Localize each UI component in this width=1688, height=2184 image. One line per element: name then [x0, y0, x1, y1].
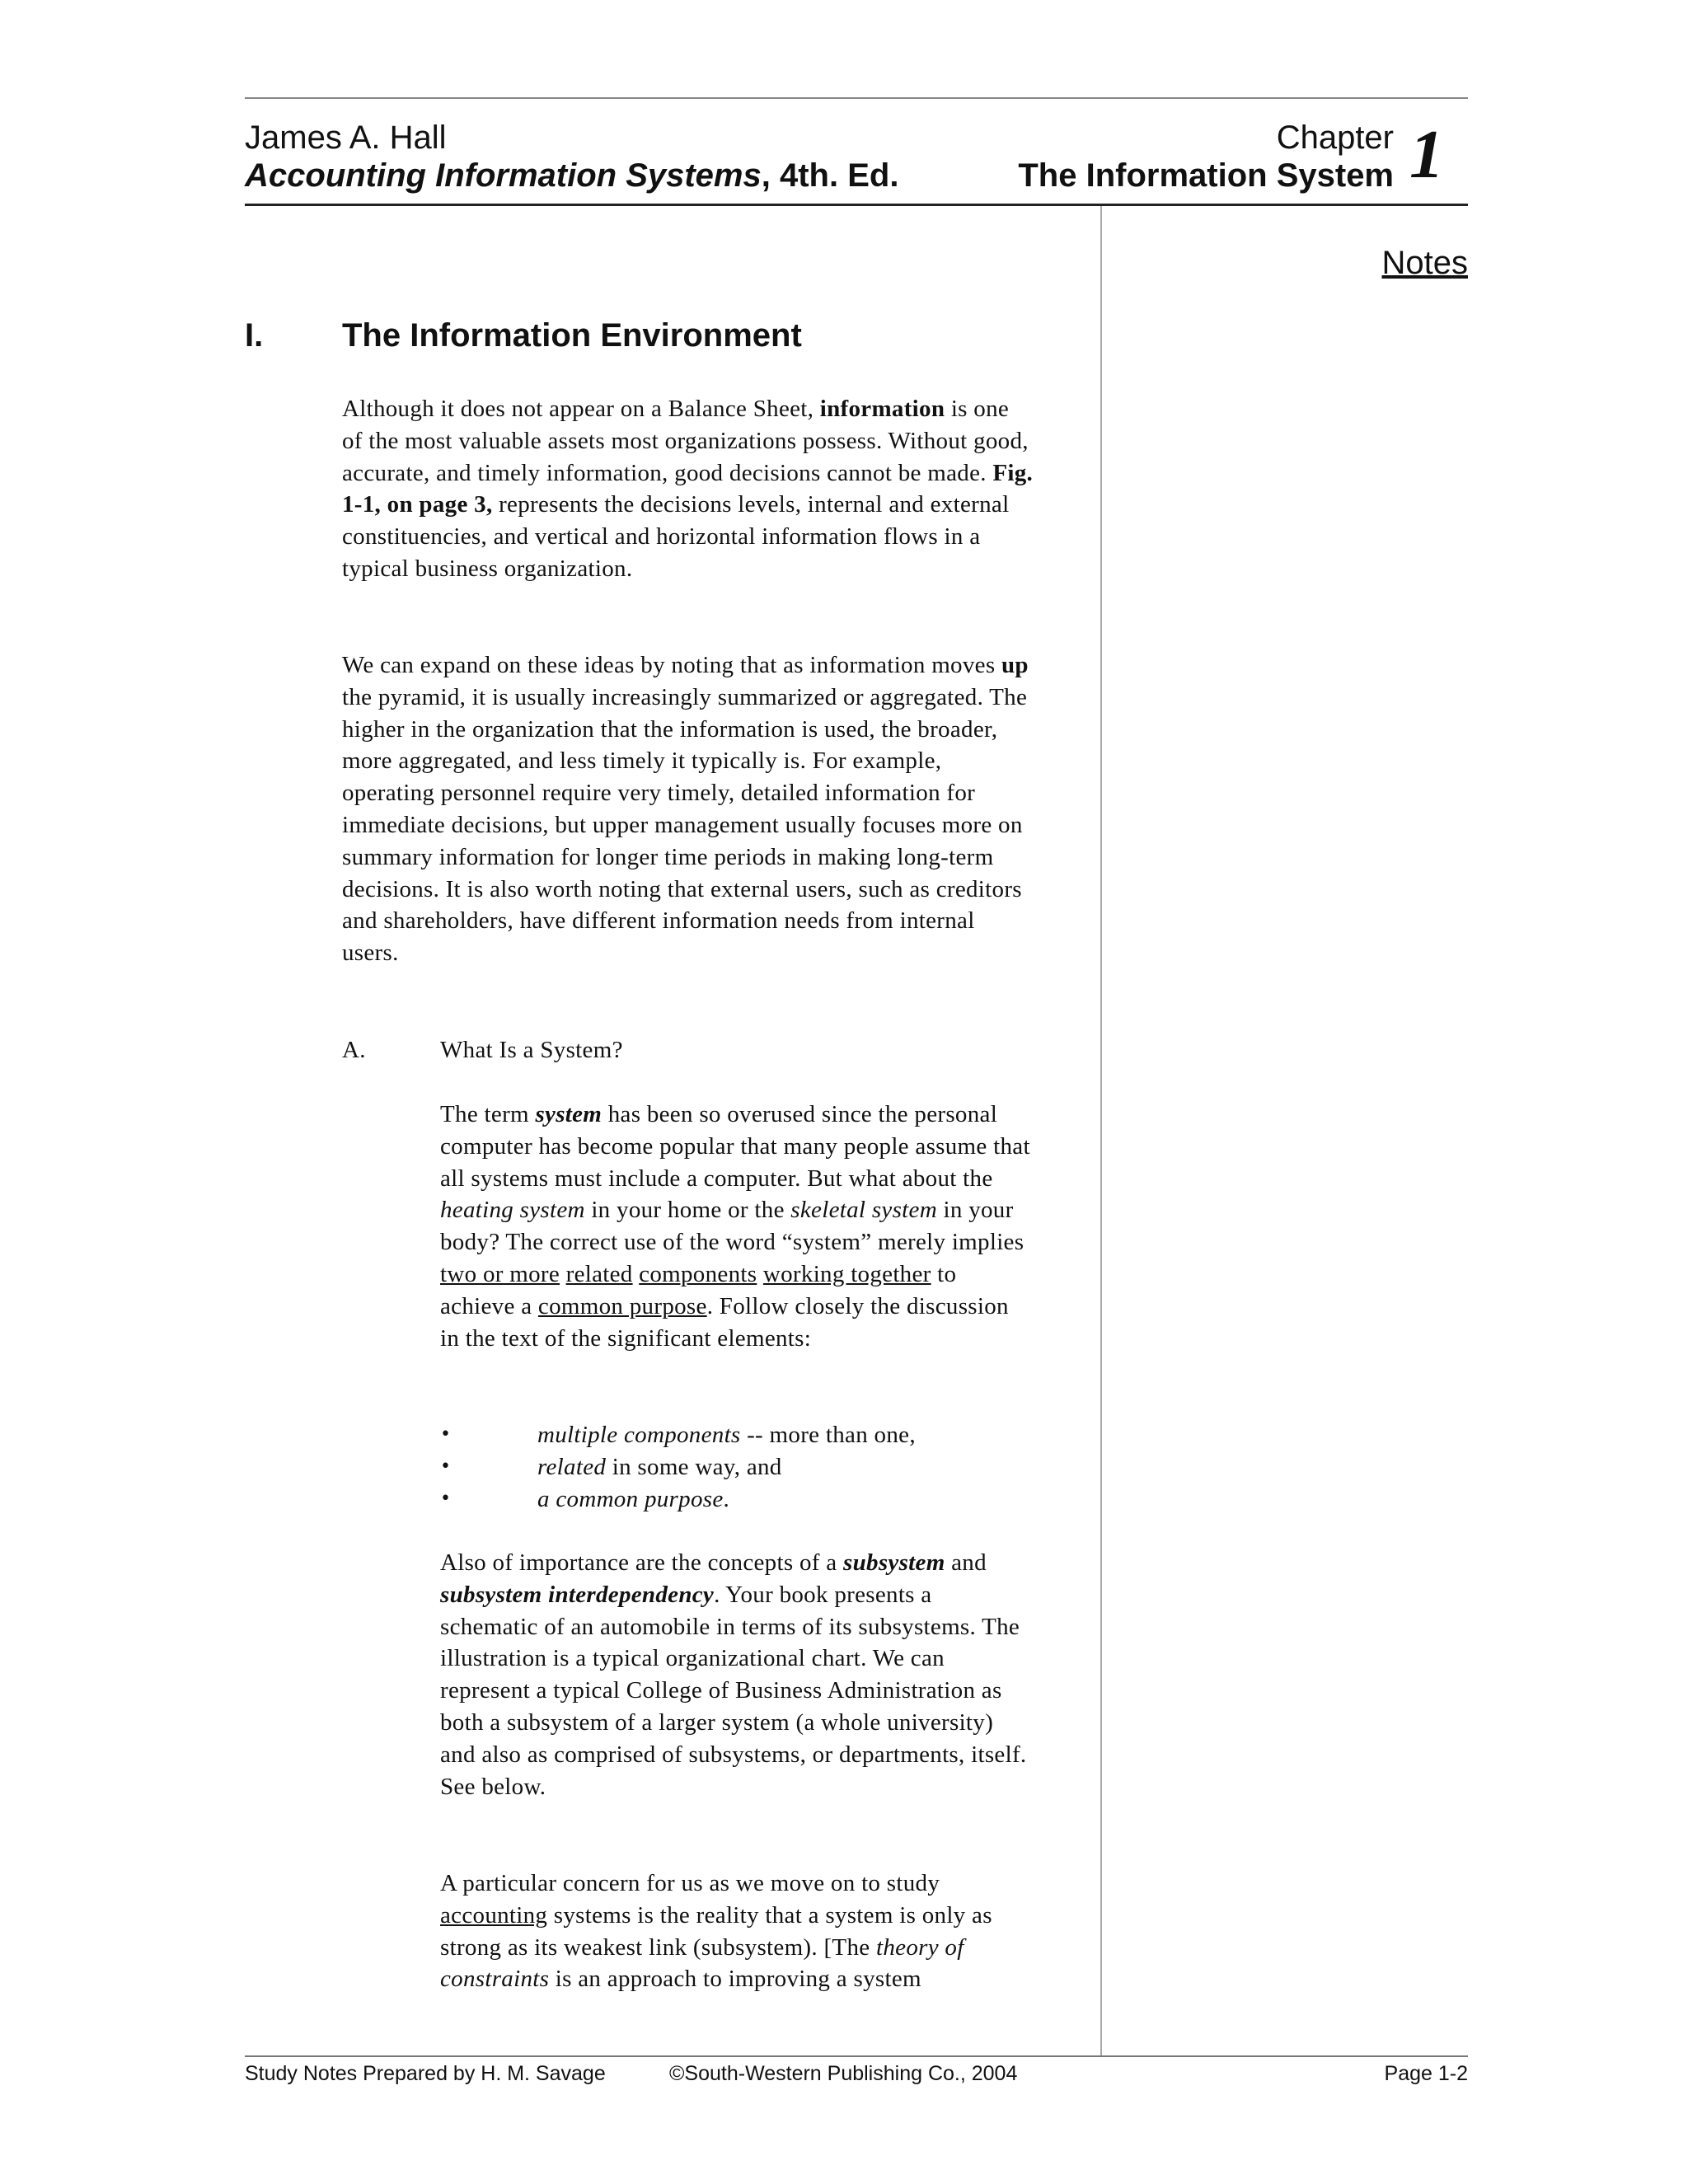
- paragraph-system-definition: [440, 1099, 1034, 1354]
- underlined-related: related: [565, 1260, 633, 1287]
- list-item-rest: in some way, and: [606, 1453, 782, 1480]
- bullet-icon: •: [440, 1455, 452, 1477]
- list-item-text: [537, 1483, 729, 1516]
- figure-reference: Fig. 1-1, on page 3,: [342, 459, 1034, 518]
- section-numeral: I.: [245, 317, 264, 354]
- underlined-accounting: accounting: [440, 1901, 548, 1929]
- underlined-common-purpose: common purpose: [537, 1292, 707, 1319]
- book-title-edition: , 4th. Ed.: [761, 157, 899, 194]
- chapter-label: Chapter: [1276, 120, 1394, 156]
- subsection-title: What Is a System?: [440, 1037, 623, 1063]
- term-skeletal-system: skeletal system: [790, 1197, 937, 1224]
- bold-term-information: information: [819, 396, 945, 422]
- list-item-text: [537, 1451, 782, 1483]
- bullet-icon: •: [440, 1488, 452, 1509]
- chapter-title: The Information System: [1018, 157, 1394, 194]
- list-item-term: related: [537, 1453, 607, 1480]
- text-run: in your body? The correct use of the word “system” merely implies: [440, 1197, 1025, 1256]
- list-item-term: multiple components: [537, 1422, 741, 1448]
- term-subsystem: subsystem: [843, 1549, 945, 1576]
- text-run: Although it does not appear on a Balance Sheet,: [342, 396, 820, 422]
- book-title: [245, 156, 898, 195]
- header-top-rule: [245, 97, 1468, 99]
- chapter-number: 1: [1409, 116, 1444, 193]
- bold-term-up: up: [1001, 652, 1029, 678]
- text-run: . Follow closely the discussion in the text of the significant elements:: [440, 1292, 1009, 1352]
- list-item-term: a common purpose: [537, 1485, 724, 1512]
- list-item: [440, 1483, 1034, 1516]
- text-run: is one of the most valuable assets most organizations possess. Without good, accurate, and timely information, good decisions cannot be made.: [342, 396, 1029, 486]
- text-run: represents the decisions levels, internal and external constituencies, and vertical and horizontal information flows in a typical business organization.: [342, 491, 1010, 582]
- underlined-components: components: [639, 1260, 757, 1287]
- term-subsystem-interdependency: subsystem interdependency: [440, 1581, 715, 1608]
- bullet-icon: •: [440, 1424, 452, 1445]
- footer-page-number: Page 1-2: [1384, 2062, 1468, 2085]
- paragraph-information-pyramid: [342, 649, 1034, 969]
- text-run: . Your book presents a schematic of an automobile in terms of its subsystems. The illustration is a typical organizational chart. We can represent a typical College of Business Administration as both a subsystem of a larger system (a whole university) and also as comprised of subsystems, or departments, itself. See below.: [440, 1581, 1027, 1800]
- notes-heading: Notes: [1381, 245, 1468, 281]
- paragraph-subsystems: [440, 1547, 1034, 1802]
- list-item-rest: -- more than one,: [740, 1422, 916, 1448]
- text-run: We can expand on these ideas by noting that as information moves: [342, 652, 1001, 678]
- book-title-italic: Accounting Information Systems: [245, 157, 762, 194]
- text-run: [560, 1261, 566, 1287]
- list-item: [440, 1451, 1034, 1483]
- header-bottom-rule: [245, 204, 1468, 206]
- text-run: The term: [440, 1101, 536, 1127]
- text-run: is an approach to improving a system: [549, 1966, 921, 1993]
- paragraph-information-value: [342, 393, 1034, 585]
- text-run: has been so overused since the personal computer has become popular that many people assume that all systems must include a computer. But what about the: [440, 1101, 1030, 1192]
- term-heating-system: heating system: [440, 1197, 585, 1224]
- text-run: A particular concern for us as we move on to study: [440, 1870, 940, 1896]
- notes-column-divider: [1100, 206, 1102, 2056]
- underlined-two-or-more: two or more: [440, 1260, 560, 1287]
- term-theory-of-constraints: theory of constraints: [440, 1933, 964, 1993]
- footer-prepared-by: Study Notes Prepared by H. M. Savage: [245, 2062, 606, 2085]
- text-run: [757, 1261, 763, 1287]
- term-system: system: [535, 1101, 603, 1127]
- section-title: The Information Environment: [342, 317, 802, 354]
- paragraph-weakest-link: [440, 1868, 1034, 1995]
- list-item-rest: .: [723, 1485, 730, 1512]
- text-run: Also of importance are the concepts of a: [440, 1549, 844, 1576]
- author-name: James A. Hall: [245, 120, 447, 156]
- footer-copyright: ©South-Western Publishing Co., 2004: [669, 2062, 1018, 2085]
- text-run: to achieve a: [440, 1260, 957, 1319]
- subsection-letter: A.: [342, 1037, 366, 1063]
- footer-rule: [245, 2055, 1468, 2057]
- underlined-working-together: working together: [762, 1260, 931, 1287]
- list-item-text: [537, 1419, 916, 1451]
- text-run: and: [945, 1549, 987, 1576]
- system-elements-list: [440, 1419, 1034, 1515]
- text-run: the pyramid, it is usually increasingly summarized or aggregated. The higher in the organization that the information is used, the broader, more aggregated, and less timely it typically is. For example, operating personnel require very timely, detailed information for immediate decisions, but upper management usually focuses more on summary information for longer time periods in making long-term decisions. It is also worth noting that external users, such as creditors and shareholders, have different information needs from internal users.: [342, 683, 1028, 967]
- text-run: systems is the reality that a system is only as strong as its weakest link (subsystem). [The: [440, 1901, 992, 1961]
- list-item: [440, 1419, 1034, 1451]
- text-run: in your home or the: [584, 1197, 791, 1224]
